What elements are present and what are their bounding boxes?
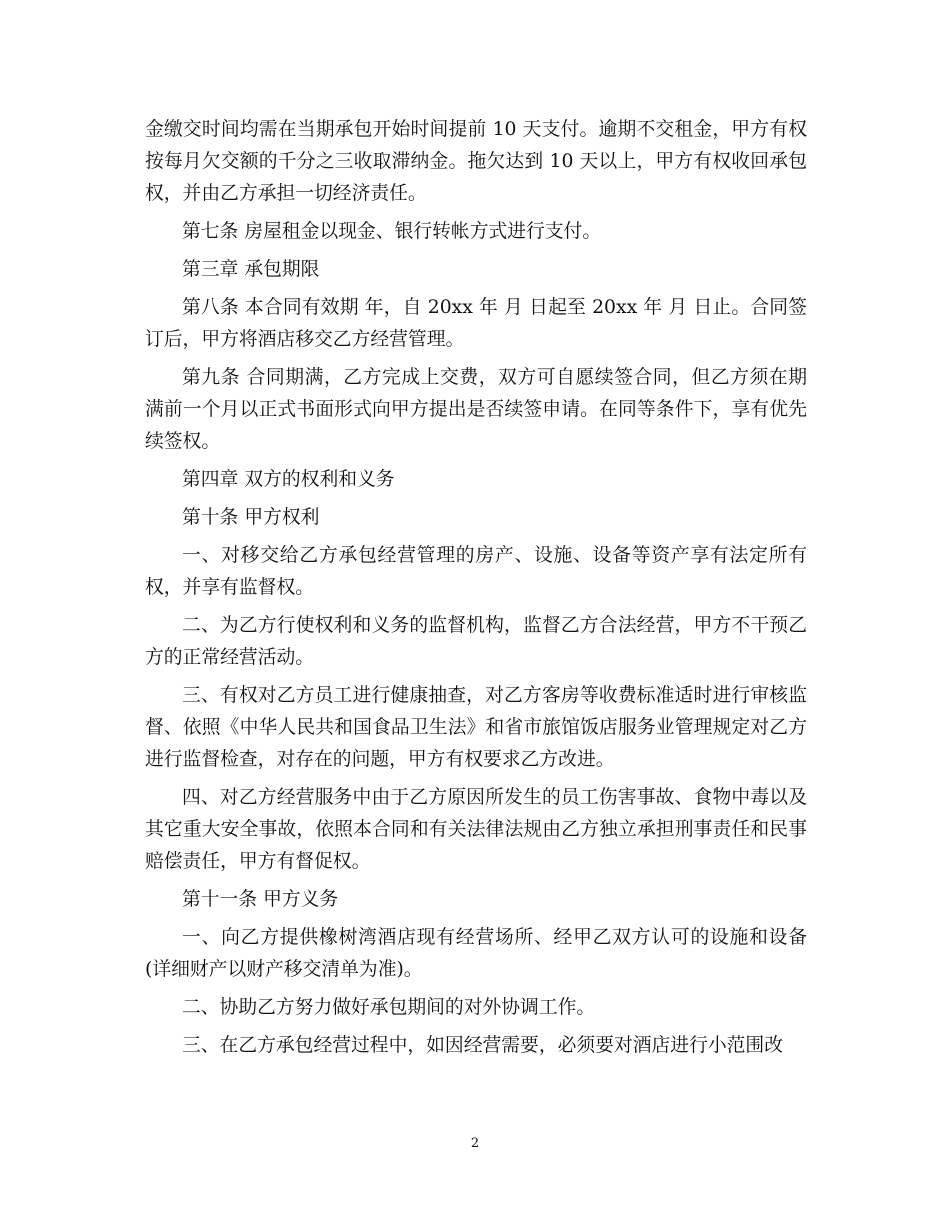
paragraph: 第十条 甲方权利 [182, 507, 320, 528]
paragraph: 第八条 本合同有效期 年，自 20xx 年 月 日起至 20xx 年 月 日止。合同签订后，甲方将酒店移交乙方经营管理。 [145, 297, 807, 350]
paragraph: 三、有权对乙方员工进行健康抽查，对乙方客房等收费标准适时进行审核监督、依照《中华人民共和国食品卫生法》和省市旅馆饭店服务业管理规定对乙方进行监督检查，对存在的问题，甲方有权要求乙方改进。 [145, 685, 807, 770]
paragraph: 二、为乙方行使权利和义务的监督机构，监督乙方合法经营，甲方不干预乙方的正常经营活动。 [145, 615, 807, 668]
page-number: 2 [470, 1136, 480, 1151]
paragraph: 第七条 房屋租金以现金、银行转帐方式进行支付。 [182, 221, 602, 242]
paragraph: 第三章 承包期限 [182, 259, 320, 280]
paragraph: 第九条 合同期满，乙方完成上交费，双方可自愿续签合同，但乙方须在期满前一个月以正式书面形式向甲方提出是否续签申请。在同等条件下，享有优先续签权。 [145, 367, 807, 452]
paragraph: 第十一条 甲方义务 [182, 889, 339, 910]
document-body [145, 114, 807, 1068]
paragraph: 一、对移交给乙方承包经营管理的房产、设施、设备等资产享有法定所有权，并享有监督权。 [145, 545, 807, 598]
paragraph: 三、在乙方承包经营过程中，如因经营需要，必须要对酒店进行小范围改 [182, 1035, 783, 1056]
paragraph: 第四章 双方的权利和义务 [182, 469, 395, 490]
paragraph: 金缴交时间均需在当期承包开始时间提前 10 天支付。逾期不交租金，甲方有权按每月欠交额的千分之三收取滞纳金。拖欠达到 10 天以上，甲方有权收回承包权，并由乙方承担一切经济责任。 [145, 119, 807, 204]
paragraph: 二、协助乙方努力做好承包期间的对外协调工作。 [182, 997, 596, 1018]
paragraph: 四、对乙方经营服务中由于乙方原因所发生的员工伤害事故、食物中毒以及其它重大安全事故，依照本合同和有关法律法规由乙方独立承担刑事责任和民事赔偿责任，甲方有督促权。 [145, 787, 807, 872]
paragraph: 一、向乙方提供橡树湾酒店现有经营场所、经甲乙双方认可的设施和设备(详细财产以财产移交清单为准)。 [145, 927, 807, 980]
